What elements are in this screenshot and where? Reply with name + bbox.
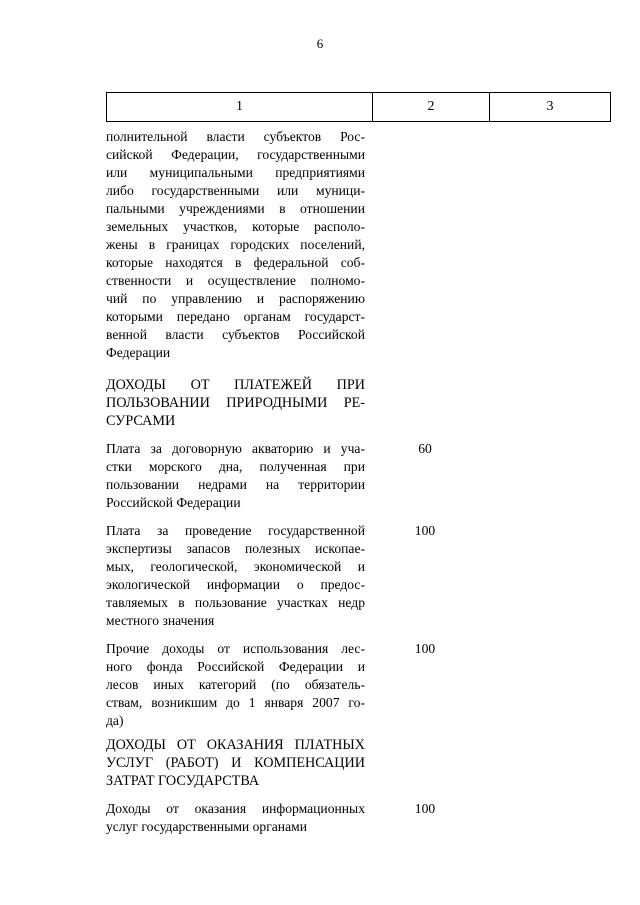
- text-line: УСЛУГ (РАБОТ) И КОМПЕНСАЦИИ: [106, 755, 365, 771]
- section-heading-row: [106, 376, 610, 430]
- text-line: которыми передано органам государст-: [106, 309, 365, 324]
- header-col-1: 1: [107, 93, 373, 122]
- text-line: ственности и осуществление полномо-: [106, 273, 365, 288]
- row-description: [106, 522, 365, 630]
- row-value: 100: [414, 801, 436, 816]
- text-line: ДОХОДЫ ОТ ПЛАТЕЖЕЙ ПРИ: [106, 377, 365, 393]
- text-line: ЗАТРАТ ГОСУДАРСТВА: [106, 773, 260, 789]
- row-value: [365, 736, 485, 790]
- text-line: венной власти субъектов Российской: [106, 327, 365, 342]
- table-row: [106, 640, 610, 730]
- text-line: полнительной власти субъектов Рос-: [106, 129, 365, 144]
- text-line: ного фонда Российской Федерации и: [106, 659, 365, 674]
- table-row: [106, 128, 610, 362]
- row-value: [365, 128, 485, 362]
- row-value: 60: [418, 441, 432, 456]
- text-line: стки морского дна, полученная при: [106, 459, 365, 474]
- text-line: Прочие доходы от использования лес-: [106, 641, 365, 656]
- text-line: пользовании недрами на территории: [106, 477, 365, 492]
- text-line: чий по управлению и распоряжению: [106, 291, 365, 306]
- table-row: [106, 522, 610, 630]
- text-line: лесов иных категорий (по обязатель-: [106, 677, 365, 692]
- text-line: услуг государственными органами: [106, 819, 307, 834]
- section-heading-row: [106, 736, 610, 790]
- text-line: Федерации: [106, 345, 171, 360]
- header-col-2: 2: [373, 93, 490, 122]
- text-line: ствам, возникшим до 1 января 2007 го-: [106, 695, 365, 710]
- text-line: Российской Федерации: [106, 495, 241, 510]
- row-value: 100: [414, 523, 436, 538]
- section-heading: [106, 736, 365, 790]
- section-heading: [106, 376, 365, 430]
- row-description: [106, 440, 365, 512]
- text-line: экспертизы запасов полезных ископае-: [106, 541, 365, 556]
- text-line: которые находятся в федеральной соб-: [106, 255, 365, 270]
- text-line: Плата за проведение государственной: [106, 523, 365, 538]
- page-number: 6: [316, 36, 324, 51]
- row-description: [106, 128, 365, 362]
- row-value: 100: [414, 641, 436, 656]
- text-line: местного значения: [106, 613, 215, 628]
- text-line: или муниципальными предприятиями: [106, 165, 365, 180]
- text-line: ПОЛЬЗОВАНИИ ПРИРОДНЫМИ РЕ-: [106, 395, 365, 411]
- text-line: сийской Федерации, государственными: [106, 147, 365, 162]
- text-line: либо государственными или муници-: [106, 183, 365, 198]
- text-line: Плата за договорную акваторию и уча-: [106, 441, 365, 456]
- text-line: мых, геологической, экономической и: [106, 559, 365, 574]
- row-description: [106, 640, 365, 730]
- table-body: [106, 121, 610, 836]
- row-description: [106, 800, 365, 836]
- text-line: ДОХОДЫ ОТ ОКАЗАНИЯ ПЛАТНЫХ: [106, 737, 365, 753]
- table-row: [106, 800, 610, 836]
- text-line: тавляемых в пользование участках недр: [106, 595, 365, 610]
- header-col-3: 3: [490, 93, 611, 122]
- text-line: Доходы от оказания информационных: [106, 801, 365, 816]
- text-line: СУРСАМИ: [106, 413, 176, 429]
- text-line: пальными учреждениями в отношении: [106, 201, 365, 216]
- row-value: [365, 376, 485, 430]
- text-line: да): [106, 713, 124, 728]
- text-line: жены в границах городских поселений,: [106, 237, 365, 252]
- table-row: [106, 440, 610, 512]
- table-header: [106, 92, 611, 122]
- text-line: экологической информации о предос-: [106, 577, 365, 592]
- text-line: земельных участков, которые располо-: [106, 219, 365, 234]
